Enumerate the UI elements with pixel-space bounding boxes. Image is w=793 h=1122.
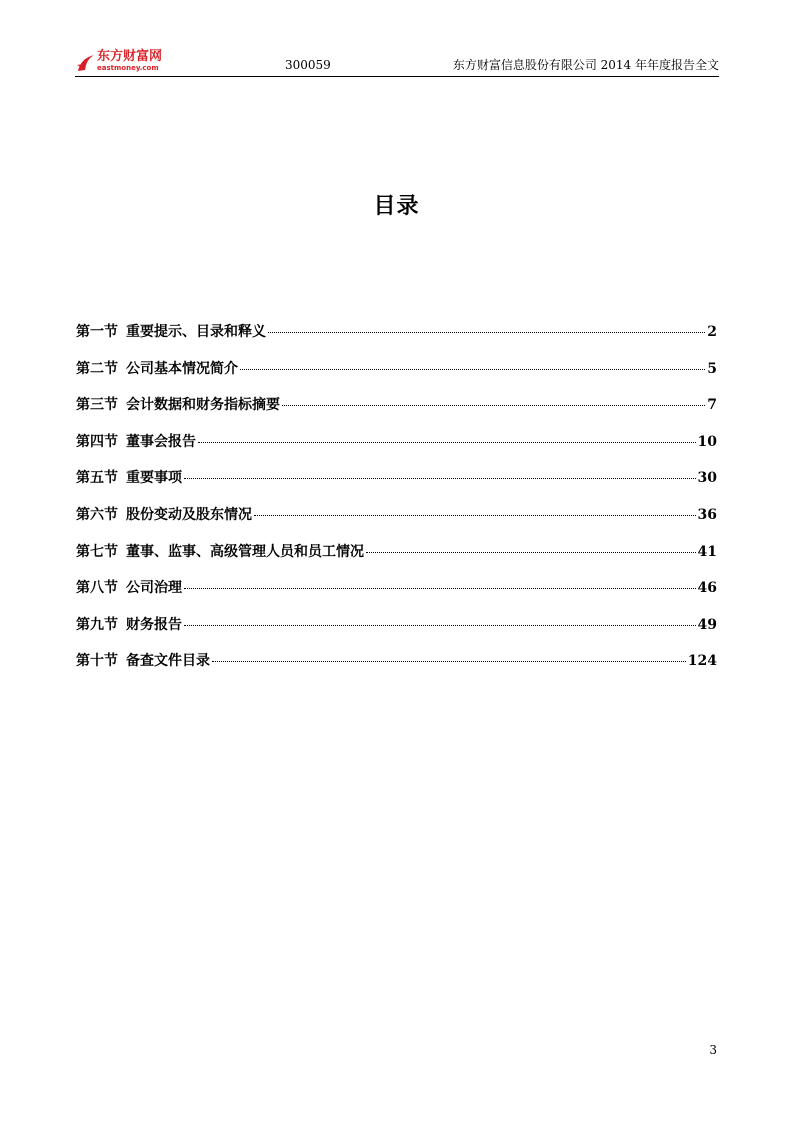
toc-page-number: 2 [707,324,717,340]
report-title: 东方财富信息股份有限公司 2014 年年度报告全文 [452,58,719,72]
toc-entry-section-7[interactable] [76,542,717,579]
toc-label: 重要事项 [126,470,182,487]
toc-dot-leader [212,661,686,662]
toc-dot-leader [282,405,705,406]
toc-dot-leader [254,515,696,516]
toc-chapter: 第二节 [76,360,118,377]
eastmoney-logo [75,50,175,74]
toc-dot-leader [184,478,696,479]
toc-label: 公司治理 [126,580,182,597]
toc-chapter: 第五节 [76,470,118,487]
toc-chapter: 第一节 [76,324,118,340]
toc-chapter: 第七节 [76,543,118,560]
toc-dot-leader [268,332,705,333]
toc-dot-leader [184,625,696,626]
toc-entry-section-9[interactable] [76,615,717,652]
toc-heading: 目录 [373,194,420,219]
table-of-contents [76,322,717,688]
toc-page-number: 46 [697,580,717,597]
toc-dot-leader [366,552,696,553]
toc-page-number: 5 [707,360,717,377]
toc-label: 股份变动及股东情况 [126,506,252,523]
toc-entry-section-10[interactable] [76,651,717,688]
toc-dot-leader [240,369,705,370]
toc-label: 董事、监事、高级管理人员和员工情况 [126,543,364,560]
toc-dot-leader [184,588,696,589]
toc-chapter: 第四节 [76,433,118,450]
toc-chapter: 第三节 [76,397,118,414]
stock-code: 300059 [285,58,331,72]
logo-english-text: eastmoney.com [97,64,159,72]
toc-page-number: 10 [697,433,717,450]
toc-page-number: 124 [687,653,717,670]
toc-chapter: 第十节 [76,653,118,670]
toc-entry-section-8[interactable] [76,578,717,615]
toc-label: 会计数据和财务指标摘要 [126,397,280,414]
toc-label: 重要提示、目录和释义 [126,324,266,340]
toc-dot-leader [198,442,696,443]
eastmoney-logo-icon [75,52,97,74]
toc-page-number: 49 [697,616,717,633]
toc-page-number: 30 [697,470,717,487]
toc-label: 公司基本情况简介 [126,360,238,377]
toc-chapter: 第九节 [76,616,118,633]
page-number: 3 [709,1043,717,1057]
toc-entry-section-5[interactable] [76,468,717,505]
toc-chapter: 第八节 [76,580,118,597]
toc-page-number: 41 [697,543,717,560]
logo-chinese-text: 东方财富网 [97,49,163,64]
toc-entry-section-3[interactable] [76,395,717,432]
toc-entry-section-6[interactable] [76,505,717,542]
toc-entry-section-2[interactable] [76,359,717,396]
toc-entry-section-4[interactable] [76,432,717,469]
toc-label: 财务报告 [126,616,182,633]
toc-label: 备查文件目录 [126,653,210,670]
toc-entry-section-1[interactable] [76,322,717,359]
toc-chapter: 第六节 [76,506,118,523]
toc-label: 董事会报告 [126,433,196,450]
toc-page-number: 36 [697,506,717,523]
toc-page-number: 7 [707,397,717,414]
page-header [75,44,719,77]
